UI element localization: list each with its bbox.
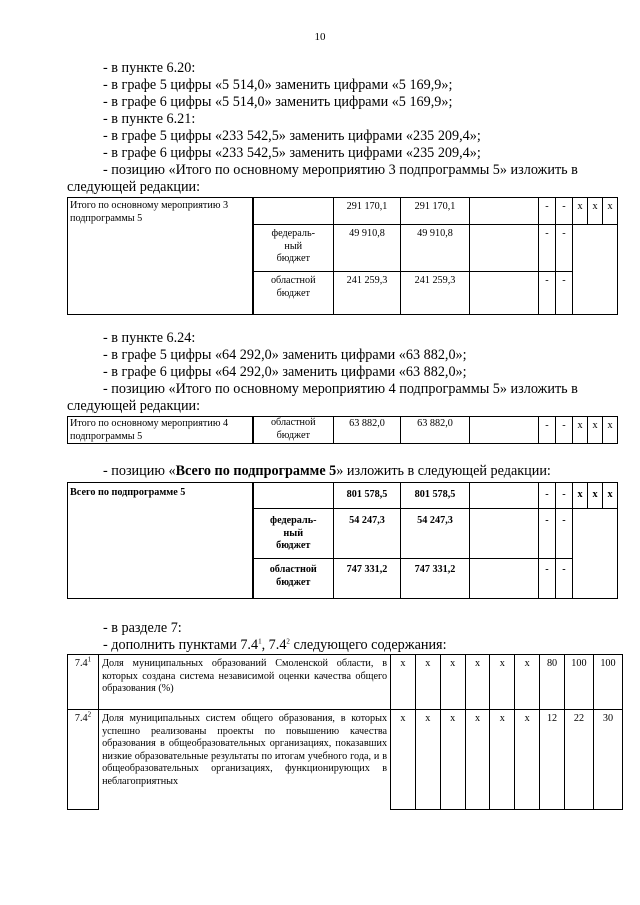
- x-cell: x: [391, 655, 416, 710]
- value-cell: 80: [540, 655, 565, 710]
- dash-cell: -: [539, 198, 556, 225]
- x-cell: x: [490, 655, 515, 710]
- text-line: - в пункте 6.20:: [103, 60, 196, 76]
- text-line: - позицию «Всего по подпрограмме 5» изложить в следующей редакции:: [103, 463, 551, 479]
- dash-cell: -: [556, 559, 573, 599]
- x-cell: x: [440, 710, 465, 810]
- dash-cell: -: [539, 509, 556, 559]
- subtotal-table-4: [67, 416, 618, 444]
- dash-cell: -: [556, 417, 573, 444]
- total-table-5: [67, 482, 618, 599]
- x-cell: x: [588, 417, 603, 444]
- x-cell: x: [515, 655, 540, 710]
- text-line: - в разделе 7:: [103, 620, 182, 636]
- dash-cell: -: [556, 198, 573, 225]
- x-cell: x: [465, 655, 490, 710]
- value-cell: 54 247,3: [334, 509, 401, 559]
- value-cell: 801 578,5: [334, 483, 401, 509]
- text-line: - в пункте 6.21:: [103, 111, 196, 127]
- source-cell: областной бюджет: [253, 272, 334, 315]
- dash-cell: -: [556, 509, 573, 559]
- text-line: - в графе 5 цифры «5 514,0» заменить цифрами «5 169,9»;: [103, 77, 453, 93]
- value-cell: 747 331,2: [401, 559, 470, 599]
- value-cell: 63 882,0: [334, 417, 401, 444]
- indicators-table: [67, 654, 623, 810]
- value-cell: 241 259,3: [401, 272, 470, 315]
- item-text: Доля муниципальных образований Смоленской области, в которых создана система независимой оценки качества общего образования (%): [99, 655, 391, 710]
- source-cell: областной бюджет: [253, 417, 334, 444]
- x-cell: x: [603, 483, 618, 509]
- x-cell: x: [440, 655, 465, 710]
- dash-cell: -: [539, 272, 556, 315]
- text-line: - в графе 6 цифры «64 292,0» заменить цифрами «63 882,0»;: [103, 364, 467, 380]
- x-cell: x: [515, 710, 540, 810]
- text-line: - в графе 6 цифры «233 542,5» заменить цифрами «235 209,4»;: [103, 145, 481, 161]
- x-cell: x: [465, 710, 490, 810]
- text-line: - в графе 6 цифры «5 514,0» заменить цифрами «5 169,9»;: [103, 94, 453, 110]
- x-cell: x: [573, 417, 588, 444]
- dash-cell: -: [539, 417, 556, 444]
- source-cell: федераль- ный бюджет: [253, 225, 334, 272]
- value-cell: 291 170,1: [401, 198, 470, 225]
- x-cell: x: [588, 198, 603, 225]
- value-cell: 801 578,5: [401, 483, 470, 509]
- value-cell: 241 259,3: [334, 272, 401, 315]
- dash-cell: -: [556, 272, 573, 315]
- source-cell: [253, 483, 334, 509]
- value-cell: 54 247,3: [401, 509, 470, 559]
- text-line: - в пункте 6.24:: [103, 330, 196, 346]
- item-number: $7.4^1$: [68, 655, 99, 710]
- dash-cell: -: [539, 483, 556, 509]
- value-cell: 63 882,0: [401, 417, 470, 444]
- value-cell: 100: [564, 655, 593, 710]
- value-cell: 49 910,8: [334, 225, 401, 272]
- dash-cell: -: [556, 483, 573, 509]
- row-name: Итого по основному мероприятию 3 подпрограммы 5: [68, 198, 253, 315]
- value-cell: 30: [593, 710, 622, 810]
- item-number: $7.4^2$: [68, 710, 99, 810]
- text-line: - позицию «Итого по основному мероприятию 4 подпрограммы 5» изложить в: [103, 381, 578, 397]
- row-name: Всего по подпрограмме 5: [68, 483, 253, 599]
- table-row: [68, 655, 623, 710]
- x-cell: x: [573, 198, 588, 225]
- value-cell: 291 170,1: [334, 198, 401, 225]
- bold-phrase: Всего по подпрограмме 5: [175, 463, 337, 479]
- dash-cell: -: [539, 225, 556, 272]
- x-cell: x: [415, 655, 440, 710]
- x-cell: x: [573, 483, 588, 509]
- text-line: следующей редакции:: [67, 179, 201, 195]
- value-cell: 747 331,2: [334, 559, 401, 599]
- x-cell: x: [415, 710, 440, 810]
- text-line: - позицию «Итого по основному мероприятию 3 подпрограммы 5» изложить в: [103, 162, 578, 178]
- source-cell: федераль- ный бюджет: [253, 509, 334, 559]
- text-line: следующей редакции:: [67, 398, 201, 414]
- value-cell: 100: [593, 655, 622, 710]
- text-line: - дополнить пунктами $7.4^1$, $7.4^2$ следующего содержания:: [103, 637, 447, 653]
- x-cell: x: [588, 483, 603, 509]
- x-cell: x: [603, 417, 618, 444]
- subtotal-table-3: [67, 197, 618, 315]
- source-cell: [253, 198, 334, 225]
- value-cell: 49 910,8: [401, 225, 470, 272]
- value-cell: 12: [540, 710, 565, 810]
- text-line: - в графе 5 цифры «233 542,5» заменить цифрами «235 209,4»;: [103, 128, 481, 144]
- table-row: [68, 710, 623, 810]
- x-cell: x: [490, 710, 515, 810]
- dash-cell: -: [539, 559, 556, 599]
- x-cell: x: [603, 198, 618, 225]
- x-cell: x: [391, 710, 416, 810]
- value-cell: 22: [564, 710, 593, 810]
- text-line: - в графе 5 цифры «64 292,0» заменить цифрами «63 882,0»;: [103, 347, 467, 363]
- source-cell: областной бюджет: [253, 559, 334, 599]
- item-text: Доля муниципальных систем общего образования, в которых успешно реализованы проекты по повышению качества образования в общеобразовательных организациях, показавших низкие образовательные результаты по итогам учебного года, и в общеобразовательных организациях, функционирующих в неблагоприятных: [99, 710, 391, 810]
- dash-cell: -: [556, 225, 573, 272]
- page-number: 10: [314, 31, 326, 43]
- row-name: Итого по основному мероприятию 4 подпрограммы 5: [68, 417, 253, 444]
